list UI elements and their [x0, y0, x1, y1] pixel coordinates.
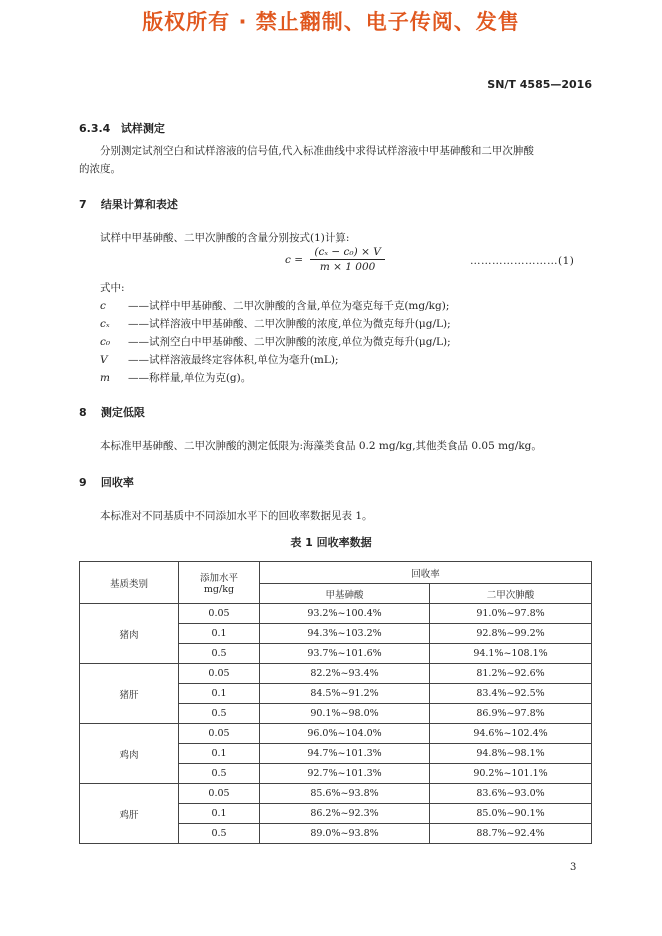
definition-symbol: V — [100, 354, 108, 366]
definition-list — [100, 297, 451, 387]
section-634-number: 6.3.4 — [79, 122, 111, 135]
table-caption: 表 1 回收率数据 — [290, 536, 372, 549]
header-mma: 甲基砷酸 — [260, 584, 430, 604]
dma-cell: 83.4%~92.5% — [430, 684, 592, 704]
mma-cell: 84.5%~91.2% — [260, 684, 430, 704]
matrix-cell: 猪肉 — [80, 604, 179, 664]
section-634-title: 试样测定 — [120, 122, 165, 135]
level-cell: 0.5 — [179, 824, 260, 844]
section-634-heading — [79, 120, 165, 136]
mma-cell: 93.2%~100.4% — [260, 604, 430, 624]
level-cell: 0.1 — [179, 624, 260, 644]
definition-symbol: m — [100, 372, 110, 384]
dma-cell: 92.8%~99.2% — [430, 624, 592, 644]
standard-code: SN/T 4585—2016 — [487, 78, 592, 91]
section-8-text: 本标准甲基砷酸、二甲次胂酸的测定低限为:海藻类食品 0.2 mg/kg,其他类食品 0.05 mg/kg。 — [100, 440, 542, 452]
table-header-row — [80, 562, 592, 584]
section-7-title: 结果计算和表述 — [100, 198, 178, 211]
definition-row — [100, 315, 451, 333]
page-number: 3 — [570, 862, 577, 873]
level-cell: 0.1 — [179, 804, 260, 824]
section-634-text-line2: 的浓度。 — [79, 163, 121, 175]
dma-cell: 83.6%~93.0% — [430, 784, 592, 804]
formula-denominator: m × 1 000 — [319, 261, 376, 273]
definition-symbol: cₓ — [100, 318, 110, 330]
dma-cell: 94.1%~108.1% — [430, 644, 592, 664]
definition-text: ——试剂空白中甲基砷酸、二甲次胂酸的浓度,单位为微克每升(μg/L); — [128, 336, 451, 348]
dma-cell: 90.2%~101.1% — [430, 764, 592, 784]
mma-cell: 89.0%~93.8% — [260, 824, 430, 844]
table-row — [80, 784, 592, 804]
definition-row — [100, 333, 451, 351]
mma-cell: 92.7%~101.3% — [260, 764, 430, 784]
section-7-number: 7 — [79, 198, 87, 211]
level-cell: 0.5 — [179, 704, 260, 724]
mma-cell: 86.2%~92.3% — [260, 804, 430, 824]
level-cell: 0.5 — [179, 764, 260, 784]
mma-cell: 90.1%~98.0% — [260, 704, 430, 724]
section-9-title: 回收率 — [100, 476, 134, 489]
level-cell: 0.1 — [179, 744, 260, 764]
section-9-text: 本标准对不同基质中不同添加水平下的回收率数据见表 1。 — [100, 510, 373, 522]
dma-cell: 94.8%~98.1% — [430, 744, 592, 764]
header-dma: 二甲次胂酸 — [430, 584, 592, 604]
mma-cell: 94.7%~101.3% — [260, 744, 430, 764]
header-level-line1: 添加水平 — [199, 573, 238, 584]
definition-row — [100, 369, 451, 387]
watermark: 版权所有 · 禁止翻制、电子传阅、发售 — [142, 10, 520, 34]
header-matrix: 基质类别 — [80, 562, 179, 604]
definition-symbol: c — [100, 300, 106, 312]
level-cell: 0.05 — [179, 724, 260, 744]
matrix-cell: 鸡肉 — [80, 724, 179, 784]
table-row — [80, 604, 592, 624]
section-9-number: 9 — [79, 476, 87, 489]
where-label: 式中: — [100, 282, 125, 294]
recovery-table — [79, 561, 592, 844]
mma-cell: 85.6%~93.8% — [260, 784, 430, 804]
level-cell: 0.05 — [179, 664, 260, 684]
definition-text: ——试样溶液最终定容体积,单位为毫升(mL); — [128, 354, 339, 366]
level-cell: 0.05 — [179, 604, 260, 624]
mma-cell: 94.3%~103.2% — [260, 624, 430, 644]
mma-cell: 96.0%~104.0% — [260, 724, 430, 744]
dma-cell: 81.2%~92.6% — [430, 664, 592, 684]
dma-cell: 85.0%~90.1% — [430, 804, 592, 824]
matrix-cell: 猪肝 — [80, 664, 179, 724]
dma-cell: 94.6%~102.4% — [430, 724, 592, 744]
dma-cell: 91.0%~97.8% — [430, 604, 592, 624]
section-8-title: 测定低限 — [100, 406, 145, 419]
definition-symbol: c₀ — [100, 336, 111, 348]
level-cell: 0.05 — [179, 784, 260, 804]
definition-row — [100, 351, 451, 369]
header-recovery: 回收率 — [260, 562, 592, 584]
header-level — [179, 562, 260, 604]
section-8-heading — [79, 404, 145, 420]
table-row — [80, 724, 592, 744]
level-cell: 0.1 — [179, 684, 260, 704]
level-cell: 0.5 — [179, 644, 260, 664]
formula — [285, 246, 385, 273]
section-9-heading — [79, 474, 134, 490]
definition-text: ——试样中甲基砷酸、二甲次胂酸的含量,单位为毫克每千克(mg/kg); — [128, 300, 450, 312]
mma-cell: 93.7%~101.6% — [260, 644, 430, 664]
definition-row — [100, 297, 451, 315]
definition-text: ——试样溶液中甲基砷酸、二甲次胂酸的浓度,单位为微克每升(μg/L); — [128, 318, 451, 330]
equation-number: ……………………(1) — [470, 255, 575, 267]
section-634-text-line1: 分别测定试剂空白和试样溶液的信号值,代入标准曲线中求得试样溶液中甲基砷酸和二甲次胂酸 — [100, 145, 534, 157]
dma-cell: 88.7%~92.4% — [430, 824, 592, 844]
formula-lhs: c = — [285, 253, 304, 266]
formula-fraction — [310, 246, 384, 273]
section-8-number: 8 — [79, 406, 87, 419]
section-7-intro: 试样中甲基砷酸、二甲次胂酸的含量分别按式(1)计算: — [100, 232, 350, 244]
dma-cell: 86.9%~97.8% — [430, 704, 592, 724]
formula-numerator: (cₓ − c₀) × V — [310, 246, 384, 260]
table-row — [80, 664, 592, 684]
header-level-line2: mg/kg — [203, 584, 235, 595]
matrix-cell: 鸡肝 — [80, 784, 179, 844]
mma-cell: 82.2%~93.4% — [260, 664, 430, 684]
definition-text: ——称样量,单位为克(g)。 — [128, 372, 252, 384]
section-7-heading — [79, 196, 178, 212]
